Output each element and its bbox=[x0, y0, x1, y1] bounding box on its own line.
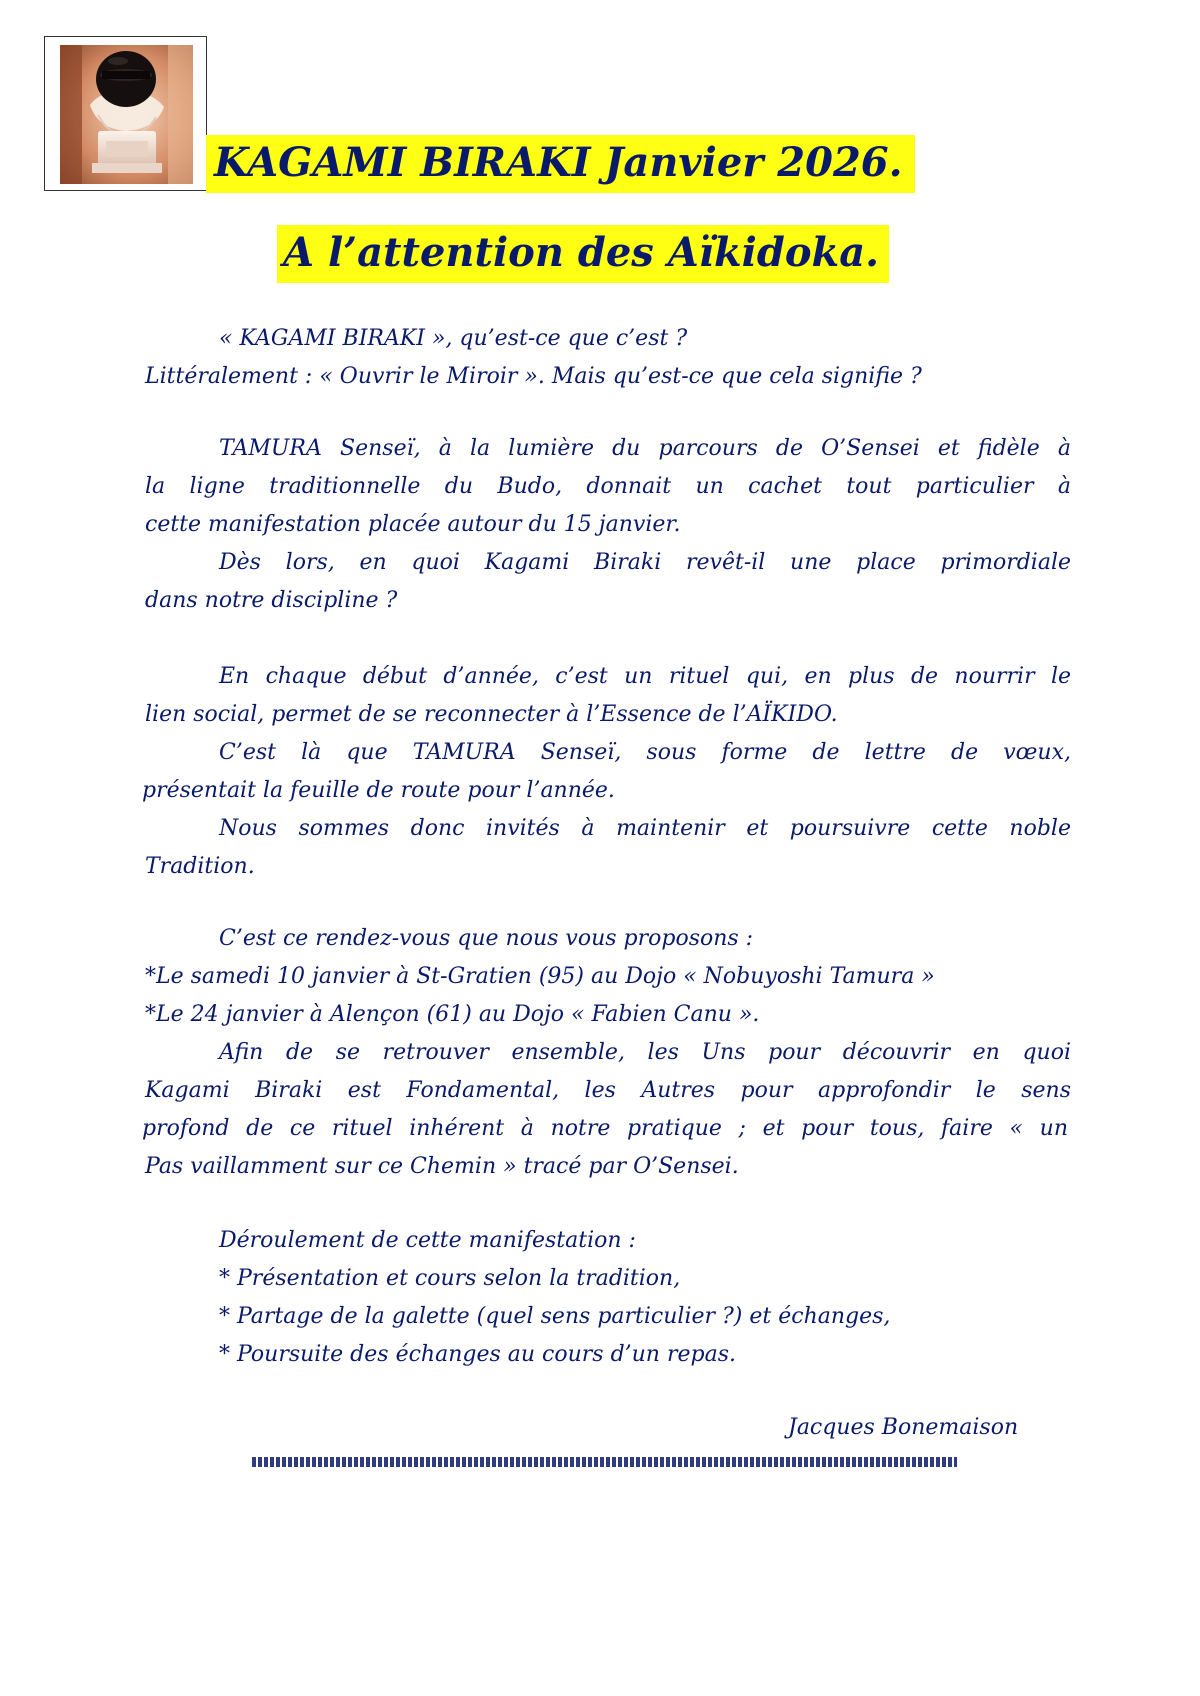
program-heading: Déroulement de cette manifestation : bbox=[219, 1228, 636, 1253]
paragraph-5-line-2: Tradition. bbox=[145, 854, 255, 879]
paragraph-2-line-2: dans notre discipline ? bbox=[145, 588, 398, 613]
paragraph-4-line-1: C’est là que TAMURA Senseï, sous forme de lettre de vœux, bbox=[219, 740, 1071, 765]
program-item-1: * Présentation et cours selon la tradition, bbox=[219, 1266, 681, 1291]
paragraph-3-line-2: lien social, permet de se reconnecter à l’Essence de l’AÏKIDO. bbox=[145, 702, 838, 727]
program-item-3: * Poursuite des échanges au cours d’un repas. bbox=[219, 1342, 736, 1367]
paragraph-6-line-3: profond de ce rituel inhérent à notre pratique ; et pour tous, faire « un bbox=[142, 1116, 1068, 1141]
event-alencon: *Le 24 janvier à Alençon (61) au Dojo « Fabien Canu ». bbox=[145, 1002, 760, 1027]
paragraph-2-line-1: Dès lors, en quoi Kagami Biraki revêt-il une place primordiale bbox=[219, 550, 1071, 575]
signature: Jacques Bonemaison bbox=[788, 1415, 1019, 1440]
separator-line bbox=[252, 1457, 957, 1467]
kagami-mochi-image bbox=[60, 45, 193, 184]
events-intro: C’est ce rendez-vous que nous vous proposons : bbox=[219, 926, 754, 951]
program-item-2: * Partage de la galette (quel sens particulier ?) et échanges, bbox=[219, 1304, 891, 1329]
intro-translation: Littéralement : « Ouvrir le Miroir ». Mais qu’est-ce que cela signifie ? bbox=[145, 364, 922, 389]
paragraph-1-line-3: cette manifestation placée autour du 15 janvier. bbox=[145, 512, 681, 537]
event-st-gratien: *Le samedi 10 janvier à St-Gratien (95) au Dojo « Nobuyoshi Tamura » bbox=[145, 964, 935, 989]
paragraph-3-line-1: En chaque début d’année, c’est un rituel qui, en plus de nourrir le bbox=[219, 664, 1071, 689]
document-title: KAGAMI BIRAKI Janvier 2026. bbox=[206, 135, 915, 193]
paragraph-1-line-2: la ligne traditionnelle du Budo, donnait un cachet tout particulier à bbox=[145, 474, 1071, 499]
paragraph-6-line-4: Pas vaillamment sur ce Chemin » tracé par O’Sensei. bbox=[145, 1154, 739, 1179]
paragraph-5-line-1: Nous sommes donc invités à maintenir et poursuivre cette noble bbox=[219, 816, 1071, 841]
paragraph-6-line-2: Kagami Biraki est Fondamental, les Autres pour approfondir le sens bbox=[145, 1078, 1071, 1103]
intro-question: « KAGAMI BIRAKI », qu’est-ce que c’est ? bbox=[219, 326, 688, 351]
paragraph-6-line-1: Afin de se retrouver ensemble, les Uns pour découvrir en quoi bbox=[219, 1040, 1071, 1065]
paragraph-1-line-1: TAMURA Senseï, à la lumière du parcours de O’Sensei et fidèle à bbox=[219, 436, 1071, 461]
paragraph-4-line-2: présentait la feuille de route pour l’année. bbox=[142, 778, 615, 803]
document-subtitle: A l’attention des Aïkidoka. bbox=[277, 225, 889, 283]
kagami-mochi-photo bbox=[44, 36, 207, 191]
